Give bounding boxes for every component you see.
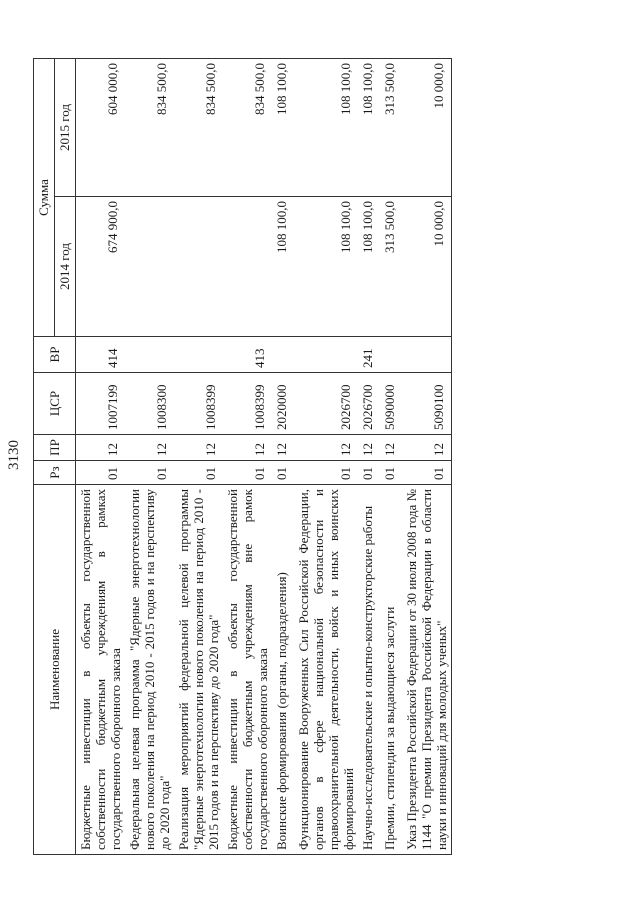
- row-name: Премии, стипендии за выдающиеся заслуги: [380, 485, 402, 855]
- row-vr: [272, 337, 294, 373]
- row-sum-2014: 313 500,0: [380, 197, 402, 337]
- row-vr: [125, 337, 174, 373]
- table-row: [402, 59, 452, 855]
- row-pr: 12: [174, 435, 223, 461]
- row-name: Бюджетные инвестиции в объекты государственной собственности бюджетным учреждениям вне рамок государственного оборонного заказа: [223, 485, 272, 855]
- row-sum-2015: 313 500,0: [380, 59, 402, 197]
- row-rz: 01: [358, 461, 380, 485]
- row-rz: 01: [402, 461, 452, 485]
- table-row: [223, 59, 272, 855]
- table-row: [358, 59, 380, 855]
- row-sum-2015: 834 500,0: [223, 59, 272, 197]
- row-rz: 01: [223, 461, 272, 485]
- row-sum-2014: [174, 197, 223, 337]
- row-name: Функционирование Вооруженных Сил Российской Федерации, органов в сфере национальной безопасности и правоохранительной деятельности, войск и иных воинских формирований: [294, 485, 358, 855]
- row-vr: 414: [76, 337, 126, 373]
- header-name: Наименование: [34, 485, 76, 855]
- header-2014: 2014 год: [55, 197, 76, 337]
- row-rz: 01: [174, 461, 223, 485]
- row-vr: 241: [358, 337, 380, 373]
- row-pr: 12: [402, 435, 452, 461]
- budget-table: [33, 58, 452, 855]
- row-vr: [294, 337, 358, 373]
- row-sum-2014: 108 100,0: [294, 197, 358, 337]
- row-vr: [402, 337, 452, 373]
- row-sum-2014: 674 900,0: [76, 197, 126, 337]
- table-row: [125, 59, 174, 855]
- header-2015: 2015 год: [55, 59, 76, 197]
- row-pr: 12: [272, 435, 294, 461]
- row-vr: [174, 337, 223, 373]
- header-vr: ВР: [34, 337, 76, 373]
- row-pr: 12: [223, 435, 272, 461]
- row-vr: 413: [223, 337, 272, 373]
- row-rz: 01: [125, 461, 174, 485]
- row-csr: 2020000: [272, 373, 294, 435]
- row-sum-2015: 834 500,0: [125, 59, 174, 197]
- row-sum-2014: [125, 197, 174, 337]
- row-csr: 1008399: [174, 373, 223, 435]
- table-body: [76, 59, 452, 855]
- row-sum-2014: 108 100,0: [272, 197, 294, 337]
- page-number: 3130: [6, 440, 22, 470]
- row-rz: 01: [294, 461, 358, 485]
- header-rz: Рз: [34, 461, 76, 485]
- row-pr: 12: [76, 435, 126, 461]
- row-sum-2014: [223, 197, 272, 337]
- row-sum-2015: 108 100,0: [294, 59, 358, 197]
- table-row: [174, 59, 223, 855]
- row-pr: 12: [358, 435, 380, 461]
- row-sum-2015: 834 500,0: [174, 59, 223, 197]
- table-row: [294, 59, 358, 855]
- header-csr: ЦСР: [34, 373, 76, 435]
- row-sum-2015: 108 100,0: [358, 59, 380, 197]
- table-header: [34, 59, 76, 855]
- row-sum-2014: 108 100,0: [358, 197, 380, 337]
- row-rz: 01: [272, 461, 294, 485]
- row-name: Реализация мероприятий федеральной целевой программы "Ядерные энерготехнологии нового поколения на период 2010 - 2015 годов и на перспективу до 2020 года": [174, 485, 223, 855]
- row-csr: 2026700: [358, 373, 380, 435]
- row-rz: 01: [380, 461, 402, 485]
- row-csr: 1008300: [125, 373, 174, 435]
- row-csr: 2026700: [294, 373, 358, 435]
- row-name: Бюджетные инвестиции в объекты государственной собственности бюджетным учреждениям в рамках государственного оборонного заказа: [76, 485, 126, 855]
- row-sum-2015: 10 000,0: [402, 59, 452, 197]
- table-row: [76, 59, 126, 855]
- row-csr: 1008399: [223, 373, 272, 435]
- header-sum: Сумма: [34, 59, 55, 337]
- row-csr: 1007199: [76, 373, 126, 435]
- row-pr: 12: [294, 435, 358, 461]
- table-row: [380, 59, 402, 855]
- row-sum-2015: 604 000,0: [76, 59, 126, 197]
- row-csr: 5090000: [380, 373, 402, 435]
- row-sum-2015: 108 100,0: [272, 59, 294, 197]
- row-name: Федеральная целевая программа "Ядерные энерготехнологии нового поколения на период 2010 - 2015 годов и на перспективу до 2020 года": [125, 485, 174, 855]
- row-pr: 12: [125, 435, 174, 461]
- header-pr: ПР: [34, 435, 76, 461]
- row-name: Научно-исследовательские и опытно-конструкторские работы: [358, 485, 380, 855]
- row-rz: 01: [76, 461, 126, 485]
- row-name: Указ Президента Российской Федерации от 30 июля 2008 года № 1144 "О премии Президента Российской Федерации в области науки и инноваций для молодых ученых": [402, 485, 452, 855]
- row-name: Воинские формирования (органы, подразделения): [272, 485, 294, 855]
- row-csr: 5090100: [402, 373, 452, 435]
- row-sum-2014: 10 000,0: [402, 197, 452, 337]
- row-pr: 12: [380, 435, 402, 461]
- row-vr: [380, 337, 402, 373]
- table-row: [272, 59, 294, 855]
